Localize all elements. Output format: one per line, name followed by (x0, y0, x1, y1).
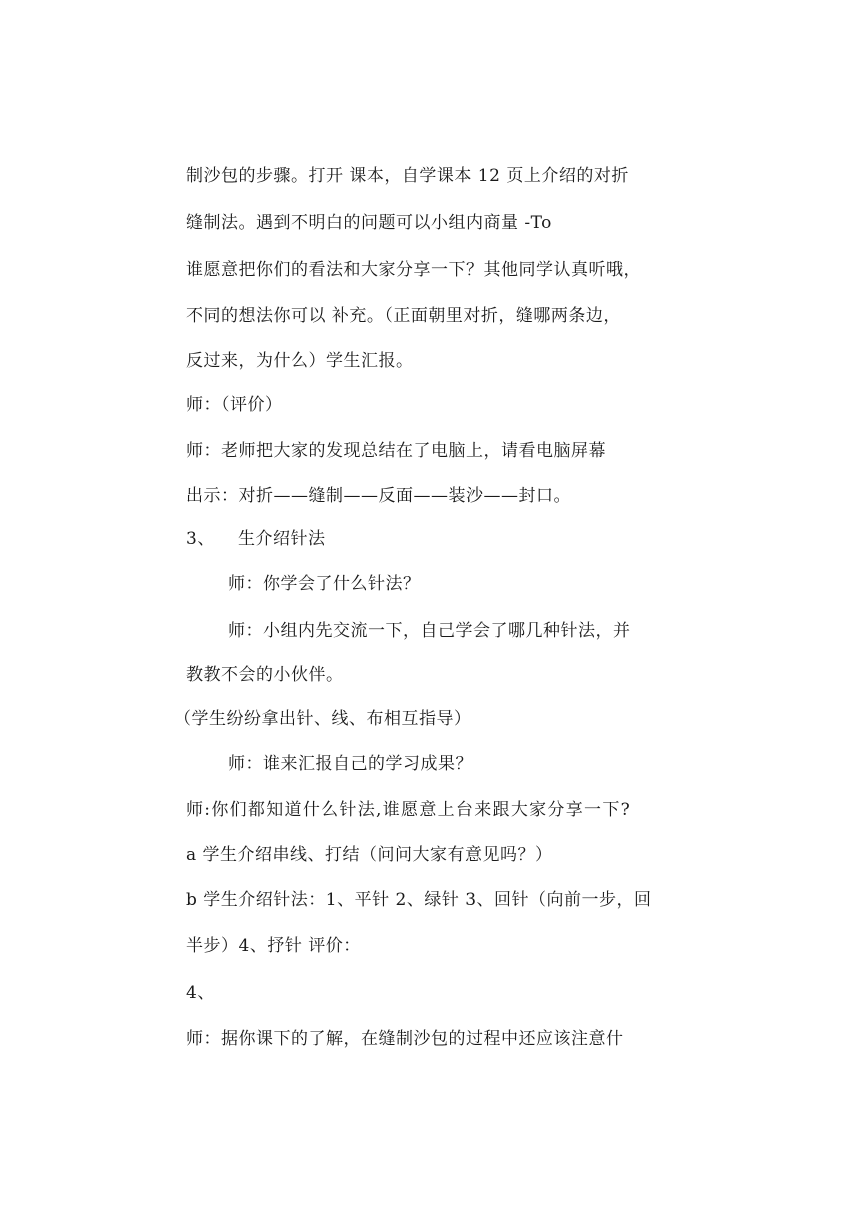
section-3-title: 生介绍针法 (238, 529, 326, 549)
section-number: 3、 (186, 529, 215, 549)
section-3-heading (186, 528, 326, 550)
text-line-1: 制沙包的步骤。打开 课本，自学课本 12 页上介绍的对折 (186, 166, 629, 186)
text-line-8: 出示：对折——缝制——反面——装沙——封口。 (186, 486, 571, 506)
text-line-14: 师：谁来汇报自己的学习成果？ (228, 754, 473, 774)
text-line-11: 师：小组内先交流一下，自己学会了哪几种针法，并 (228, 621, 631, 641)
text-line-17: b 学生介绍针法：1、平针 2、绿针 3、回针（向前一步，回 (186, 890, 652, 910)
text-line-15: 师:你们都知道什么针法,谁愿意上台来跟大家分享一下? (186, 800, 632, 820)
text-line-16: a 学生介绍串线、打结（问问大家有意见吗？） (186, 845, 553, 865)
text-line-7: 师：老师把大家的发现总结在了电脑上，请看电脑屏幕 (186, 441, 606, 461)
text-line-4: 不同的想法你可以 补充。（正面朝里对折，缝哪两条边， (186, 306, 621, 326)
text-line-12: 教教不会的小伙伴。 (186, 665, 344, 685)
text-line-6: 师：（评价） (186, 395, 283, 415)
text-line-2: 缝制法。遇到不明白的问题可以小组内商量 -To (186, 213, 552, 233)
text-line-3: 谁愿意把你们的看法和大家分享一下？其他同学认真听哦， (186, 260, 641, 280)
text-line-20: 师：据你课下的了解，在缝制沙包的过程中还应该注意什 (186, 1029, 624, 1049)
text-line-10: 师：你学会了什么针法？ (228, 574, 421, 594)
text-line-5: 反过来，为什么）学生汇报。 (186, 351, 414, 371)
text-line-18: 半步）4、抒针 评价： (186, 936, 361, 956)
text-line-19: 4、 (186, 983, 215, 1003)
text-line-13: （学生纷纷拿出针、线、布相互指导） (174, 709, 472, 729)
